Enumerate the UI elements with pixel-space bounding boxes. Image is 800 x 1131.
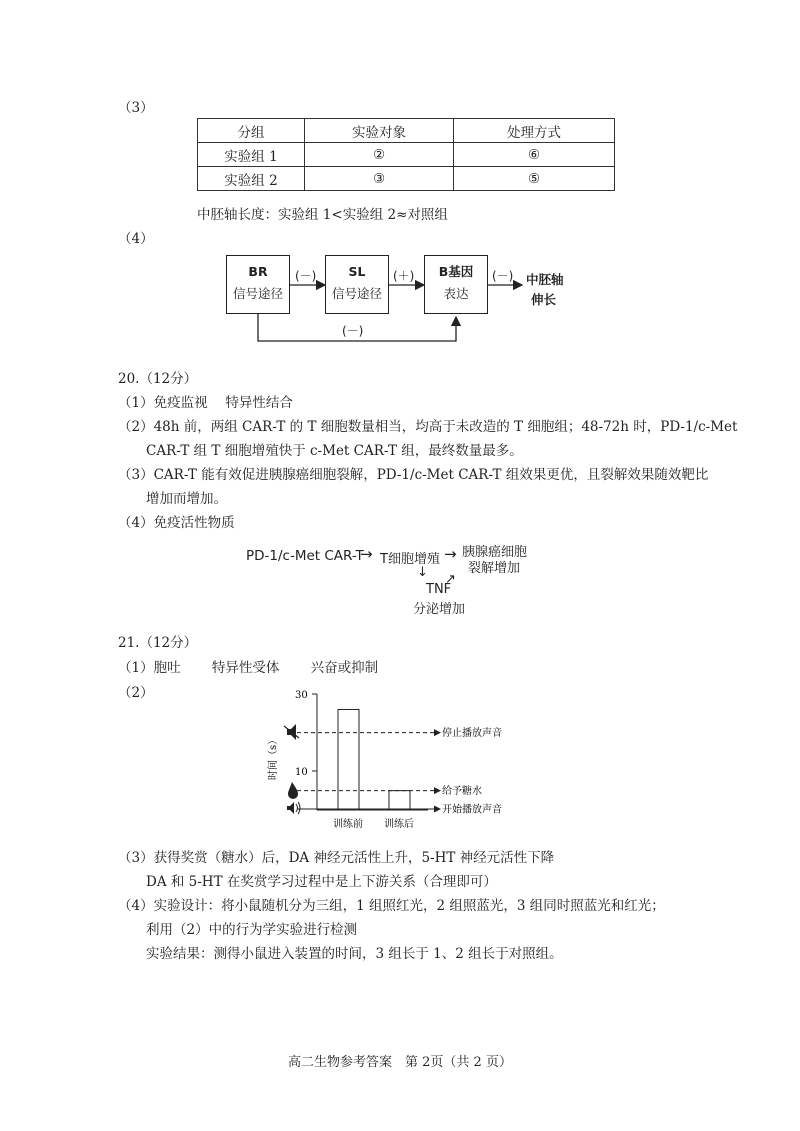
flow-arrow-2: → <box>444 545 457 563</box>
chart-ref-arrowhead <box>434 787 441 794</box>
label-b-out: (－) <box>492 269 514 283</box>
output-line2: 伸长 <box>531 292 557 307</box>
box-sl-title: SL <box>348 264 366 279</box>
chart-category-label: 训练后 <box>384 819 414 830</box>
flow-start: PD-1/c-Met CAR-T <box>246 548 364 564</box>
flow-branch-line2: 分泌增加 <box>413 602 466 617</box>
chart-ref-label: 停止播放声音 <box>442 728 502 740</box>
table-header: 处理方式 <box>454 119 615 143</box>
flow-arrow-1: → <box>360 545 373 563</box>
q19-conclusion: 中胚轴长度：实验组 1<实验组 2≈对照组 <box>197 207 448 223</box>
table-cell: ② <box>305 143 454 167</box>
q20-heading: 20.（12分） <box>118 371 198 387</box>
table-cell: ③ <box>305 167 454 191</box>
water-drop-icon <box>288 782 298 799</box>
q21-answer3-line1: （3）获得奖赏（糖水）后，DA 神经元活性上升，5-HT 神经元活性下降 <box>118 850 555 866</box>
q20-answer3-line1: （3）CAR-T 能有效促进胰腺癌细胞裂解，PD-1/c-Met CAR-T 组效果更优，且裂解效果随效靶比 <box>118 467 709 483</box>
label-sl-b: (＋) <box>393 269 415 283</box>
chart-ref-label: 给予糖水 <box>442 786 482 798</box>
chart-ref-arrowhead <box>434 806 441 813</box>
q21-answer3-line2: DA 和 5-HT 在奖赏学习过程中是上下游关系（合理即可） <box>146 874 497 890</box>
chart-ytick-label: 30 <box>295 690 308 701</box>
label-bottom: (－) <box>342 324 364 338</box>
box-b-title: B基因 <box>438 264 474 279</box>
flow-end-line2: 裂解增加 <box>468 561 521 576</box>
q19-part3-label: （3） <box>118 100 154 116</box>
table-cell: 实验组 1 <box>198 143 305 167</box>
box-br-title: BR <box>248 264 268 279</box>
chart-ref-label: 开始播放声音 <box>442 804 502 816</box>
q21-part2-label: （2） <box>118 685 154 701</box>
q20-answer3-line2: 增加而增加。 <box>146 491 227 507</box>
q21-answer4-line3: 实验结果：测得小鼠进入装置的时间，3 组长于 1、2 组长于对照组。 <box>146 946 563 962</box>
q20-answer2-line2: CAR-T 组 T 细胞增殖快于 c-Met CAR-T 组，最终数量最多。 <box>146 443 523 459</box>
box-br-sub: 信号途径 <box>232 286 283 301</box>
chart-category-label: 训练前 <box>333 819 363 830</box>
q21-answer1: （1）胞吐 特异性受体 兴奋或抑制 <box>118 660 379 676</box>
flow-mid: T细胞增殖 <box>380 552 440 567</box>
q19-part4-label: （4） <box>118 231 154 247</box>
table-cell: ⑥ <box>454 143 615 167</box>
flow-arrow-up: ↗ <box>445 572 456 587</box>
page-footer: 高二生物参考答案 第 2页（共 2 页） <box>288 1055 512 1070</box>
chart-bar-after-training <box>389 791 410 810</box>
q20-answer2-line1: （2）48h 前，两组 CAR-T 的 T 细胞数量相当，均高于未改造的 T 细胞组；48-72h 时，PD-1/c-Met <box>118 419 738 435</box>
chart-ref-arrowhead <box>434 729 441 736</box>
flow-arrow-down: ↓ <box>417 565 428 580</box>
table-cell: ⑤ <box>454 167 615 191</box>
q21-heading: 21.（12分） <box>118 635 198 651</box>
table-cell: 实验组 2 <box>198 167 305 191</box>
table-header: 实验对象 <box>305 119 454 143</box>
table-header: 分组 <box>198 119 305 143</box>
chart-ylabel: 时间（s） <box>268 734 279 780</box>
speaker-muted-icon <box>284 724 299 740</box>
q21-answer4-line1: （4）实验设计：将小鼠随机分为三组，1 组照红光，2 组照蓝光，3 组同时照蓝光和红光； <box>118 898 665 914</box>
chart-ytick-label: 10 <box>295 767 308 778</box>
q21-answer4-line2: 利用（2）中的行为学实验进行检测 <box>146 922 358 938</box>
speaker-sound-icon <box>287 802 300 814</box>
flow-branch-line1: TNF <box>426 582 452 597</box>
box-sl-sub: 信号途径 <box>331 286 382 301</box>
flow-end-line1: 胰腺癌细胞 <box>462 545 528 560</box>
box-b-sub: 表达 <box>443 286 469 301</box>
chart-bar-before-training <box>338 709 359 810</box>
label-br-sl: (－) <box>295 269 317 283</box>
q20-answer1: （1）免疫监视 特异性结合 <box>118 395 293 411</box>
q20-answer4: （4）免疫活性物质 <box>118 515 235 531</box>
output-line1: 中胚轴 <box>526 272 564 287</box>
